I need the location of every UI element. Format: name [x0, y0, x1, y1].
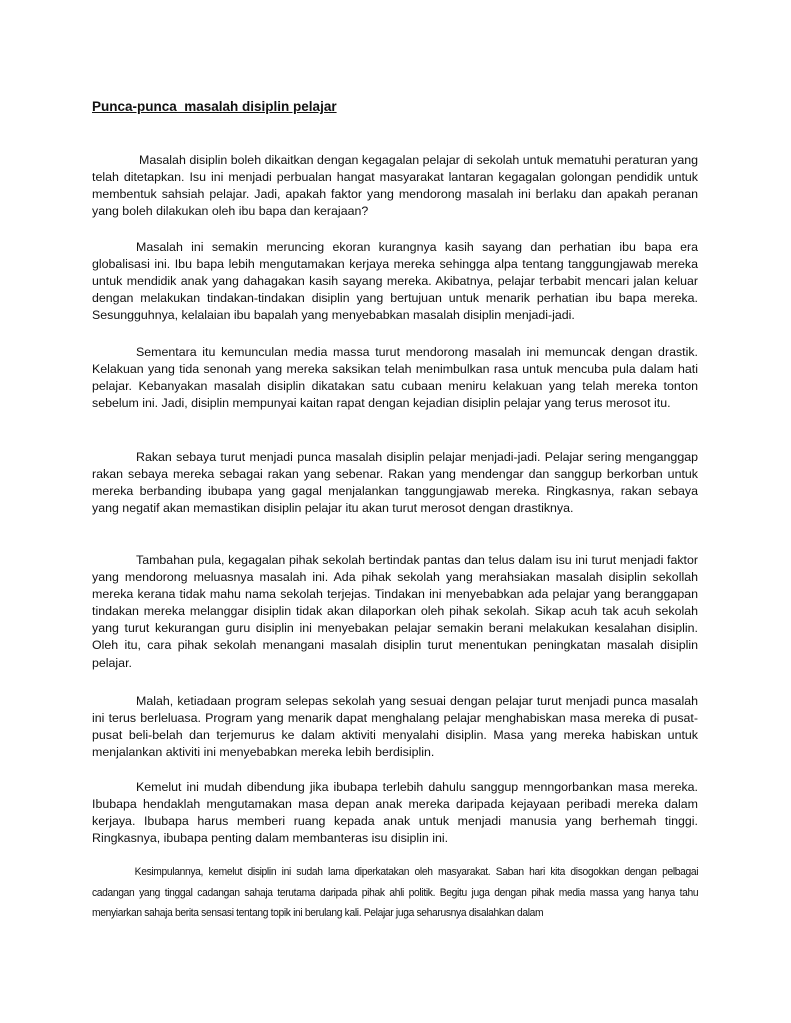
- paragraph-mass-media: Sementara itu kemunculan media massa turut mendorong masalah ini memuncak dengan drastik. Kelakuan yang tida senonah yang mereka saksikan telah menimbulkan rasa untuk mencuba pula dalam hati pelajar. Kebanyakan masalah disiplin dikatakan satu cubaan meniru kelakuan yang telah mereka tonton sebelum ini. Jadi, disiplin mempunyai kaitan rapat dengan kejadian disiplin pelajar yang terus merosot itu.: [92, 345, 698, 411]
- paragraph-solution-parents: Kemelut ini mudah dibendung jika ibubapa terlebih dahulu sanggup menngorbankan masa mereka. Ibubapa hendaklah mengutamakan masa depan anak mereka daripada kejayaan peribadi mereka dalam kerjaya. Ibubapa harus memberi ruang kepada anak untuk menjadi manusia yang berhemah tinggi. Ringkasnya, ibubapa penting dalam membanteras isu disiplin ini.: [92, 780, 698, 846]
- paragraph-conclusion: Kesimpulannya, kemelut disiplin ini sudah lama diperkatakan oleh masyarakat. Saban hari kita disogokkan dengan pelbagai cadangan yang tinggal cadangan sahaja terutama daripada pihak ahli politik. Begitu juga dengan pihak media massa yang hanya tahu menyiarkan sahaja berita sensasi tentang topik ini berulang kali. Pelajar juga seharusnya disalahkan dalam: [92, 866, 699, 919]
- paragraph-introduction: Masalah disiplin boleh dikaitkan dengan kegagalan pelajar di sekolah untuk mematuhi peraturan yang telah ditetapkan. Isu ini menjadi perbualan hangat masyarakat lantaran kegagalan golongan pendidik untuk membentuk sahsiah pelajar. Jadi, apakah faktor yang mendorong masalah ini berlaku dan apakah peranan yang boleh dilakukan oleh ibu bapa dan kerajaan?: [92, 153, 698, 219]
- paragraph-peers: Rakan sebaya turut menjadi punca masalah disiplin pelajar menjadi-jadi. Pelajar sering menganggap rakan sebaya mereka sebagai rakan yang sebenar. Rakan yang mendengar dan sanggup berkorban untuk mereka berbanding ibubapa yang gagal menjalankan tanggungjawab mereka. Ringkasnya, rakan sebaya yang negatif akan memastikan disiplin pelajar itu akan turut merosot dengan drastiknya.: [92, 450, 698, 516]
- paragraph-after-school-programs: Malah, ketiadaan program selepas sekolah yang sesuai dengan pelajar turut menjadi punca masalah ini terus berleluasa. Program yang menarik dapat menghalang pelajar menghabiskan masa mereka di pusat-pusat beli-belah dan terjemurus ke dalam aktiviti menyalahi disiplin. Masa yang mereka habiskan untuk menjalankan aktiviti ini menyebabkan mereka lebih berdisiplin.: [92, 694, 698, 760]
- document-title: Punca-punca masalah disiplin pelajar: [92, 99, 337, 114]
- paragraph-parents: Masalah ini semakin meruncing ekoran kurangnya kasih sayang dan perhatian ibu bapa era globalisasi ini. Ibu bapa lebih mengutamakan kerjaya mereka sehingga alpa tentang tanggungjawab mereka untuk mendidik anak yang dahagakan kasih sayang mereka. Akibatnya, pelajar terbabit mencari jalan keluar dengan melakukan tindakan-tindakan disiplin yang bertujuan untuk menarik perhatian ibu bapa mereka. Sesungguhnya, kelalaian ibu bapalah yang menyebabkan masalah disiplin menjadi-jadi.: [92, 240, 698, 323]
- paragraph-school: Tambahan pula, kegagalan pihak sekolah bertindak pantas dan telus dalam isu ini turut menjadi faktor yang mendorong meluasnya masalah ini. Ada pihak sekolah yang merahsiakan masalah disiplin sekollah mereka kerana tidak mahu nama sekolah terjejas. Tindakan ini menyebabkan ada pelajar yang beranggapan tindakan mereka melanggar disiplin tidak akan dilaporkan oleh pihak sekolah. Sikap acuh tak acuh sekolah yang turut kekurangan guru disiplin ini menyebakan pelajar semakin berani melakukan kesalahan disiplin. Oleh itu, cara pihak sekolah menangani masalah disiplin turut menentukan peningkatan masalah disiplin pelajar.: [92, 553, 698, 670]
